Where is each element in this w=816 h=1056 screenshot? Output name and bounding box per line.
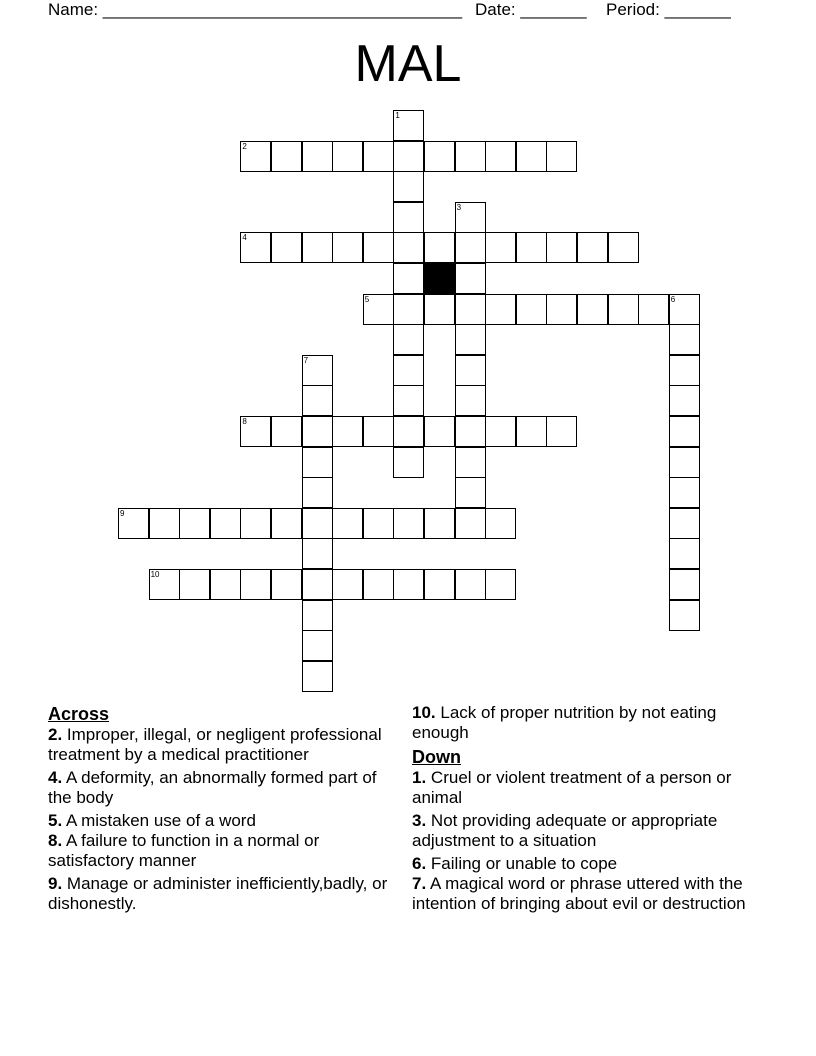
clue-number: 9. xyxy=(48,874,63,893)
crossword-cell[interactable] xyxy=(240,569,271,600)
clue-text: Improper, illegal, or negligent professional treatment by a medical practitioner xyxy=(48,725,382,764)
crossword-cell[interactable] xyxy=(455,355,486,386)
clue-text: Failing or unable to cope xyxy=(430,854,618,873)
clue-number: 10. xyxy=(412,703,436,722)
crossword-cell[interactable] xyxy=(455,416,486,447)
crossword-cell[interactable] xyxy=(485,508,516,539)
crossword-cell[interactable] xyxy=(516,141,547,172)
crossword-cell[interactable] xyxy=(393,508,424,539)
crossword-cell[interactable] xyxy=(485,232,516,263)
crossword-cell[interactable] xyxy=(363,294,394,325)
clue-across xyxy=(48,831,398,871)
puzzle-title: MAL xyxy=(354,35,462,93)
crossword-cell[interactable] xyxy=(455,202,486,233)
crossword-cell[interactable] xyxy=(240,508,271,539)
crossword-cell[interactable] xyxy=(669,569,700,600)
crossword-cell[interactable] xyxy=(363,569,394,600)
clue-across xyxy=(48,725,398,765)
crossword-cell[interactable] xyxy=(302,569,333,600)
crossword-cell[interactable] xyxy=(485,141,516,172)
crossword-cell[interactable] xyxy=(638,294,669,325)
crossword-cell[interactable] xyxy=(608,232,639,263)
crossword-cell[interactable] xyxy=(302,661,333,692)
crossword-cell[interactable] xyxy=(393,569,424,600)
crossword-cell[interactable] xyxy=(455,294,486,325)
crossword-cell[interactable] xyxy=(393,385,424,416)
date-line: Date: _______ xyxy=(475,0,587,19)
crossword-cell[interactable] xyxy=(485,294,516,325)
clue-across xyxy=(48,768,398,808)
crossword-cell[interactable] xyxy=(424,141,455,172)
crossword-cell[interactable] xyxy=(455,569,486,600)
crossword-cell[interactable] xyxy=(302,447,333,478)
cell-number: 2 xyxy=(242,141,247,151)
crossword-cell[interactable] xyxy=(393,263,424,294)
crossword-cell[interactable] xyxy=(516,416,547,447)
crossword-cell[interactable] xyxy=(516,294,547,325)
crossword-cell[interactable] xyxy=(179,508,210,539)
clue-text: Lack of proper nutrition by not eating enough xyxy=(412,703,717,742)
crossword-cell[interactable] xyxy=(669,355,700,386)
crossword-cell[interactable] xyxy=(363,232,394,263)
crossword-cell[interactable] xyxy=(455,447,486,478)
cell-number: 8 xyxy=(242,417,247,426)
crossword-cell[interactable] xyxy=(669,538,700,569)
crossword-cell[interactable] xyxy=(271,569,302,600)
cell-number: 1 xyxy=(395,111,400,120)
clue-text: Cruel or violent treatment of a person or animal xyxy=(412,768,732,807)
crossword-cell[interactable] xyxy=(577,294,608,325)
crossword-cell[interactable] xyxy=(516,232,547,263)
clue-down xyxy=(412,854,762,874)
crossword-cell[interactable] xyxy=(332,569,363,600)
crossword-cell[interactable] xyxy=(332,508,363,539)
clue-down xyxy=(412,874,762,914)
crossword-cell[interactable] xyxy=(424,508,455,539)
crossword-cell[interactable] xyxy=(393,416,424,447)
down-heading: Down xyxy=(412,747,461,767)
clue-text: A failure to function in a normal or satisfactory manner xyxy=(48,831,320,870)
crossword-cell[interactable] xyxy=(577,232,608,263)
crossword-cell[interactable] xyxy=(669,508,700,539)
crossword-cell[interactable] xyxy=(455,508,486,539)
period-line: Period: _______ xyxy=(606,0,731,19)
crossword-cell[interactable] xyxy=(393,232,424,263)
crossword-cell[interactable] xyxy=(240,416,271,447)
clue-number: 5. xyxy=(48,811,63,830)
clue-across xyxy=(48,874,398,914)
clue-number: 8. xyxy=(48,831,63,850)
clue-number: 6. xyxy=(412,854,427,873)
cell-number: 4 xyxy=(242,233,247,243)
crossword-cell[interactable] xyxy=(485,416,516,447)
cell-number: 3 xyxy=(456,202,462,212)
crossword-cell[interactable] xyxy=(149,569,180,600)
cell-number: 10 xyxy=(150,570,160,579)
crossword-cell[interactable] xyxy=(546,294,577,325)
clue-text: Not providing adequate or appropriate adjustment to a situation xyxy=(412,811,718,850)
crossword-cell[interactable] xyxy=(332,416,363,447)
crossword-cell[interactable] xyxy=(546,232,577,263)
crossword-cell[interactable] xyxy=(302,508,333,539)
clue-down xyxy=(412,768,762,808)
cell-number: 7 xyxy=(303,355,309,365)
crossword-cell[interactable] xyxy=(302,232,333,263)
crossword-cell[interactable] xyxy=(363,508,394,539)
crossword-cell[interactable] xyxy=(271,141,302,172)
crossword-cell[interactable] xyxy=(393,110,424,141)
clue-text: A magical word or phrase uttered with the intention of bringing about evil or destruction xyxy=(412,874,746,913)
crossword-cell[interactable] xyxy=(393,355,424,386)
crossword-cell[interactable] xyxy=(332,232,363,263)
crossword-cell[interactable] xyxy=(455,477,486,508)
crossword-cell[interactable] xyxy=(393,447,424,478)
clue-number: 4. xyxy=(48,768,63,787)
clue-text: Manage or administer inefficiently,badly, or dishonestly. xyxy=(48,874,388,913)
clue-number: 1. xyxy=(412,768,427,787)
crossword-cell[interactable] xyxy=(424,569,455,600)
crossword-cell[interactable] xyxy=(393,141,424,172)
name-line: Name: ______________________________________ xyxy=(48,0,463,19)
clue-down xyxy=(412,811,762,851)
crossword-cell[interactable] xyxy=(669,600,700,631)
crossword-cell[interactable] xyxy=(455,324,486,355)
right-clue-column xyxy=(412,703,762,917)
clue-number: 2. xyxy=(48,725,63,744)
crossword-block-cell xyxy=(424,263,455,294)
crossword-cell[interactable] xyxy=(210,508,241,539)
clue-text: A deformity, an abnormally formed part of the body xyxy=(48,768,377,807)
clue-number: 3. xyxy=(412,811,427,830)
crossword-cell[interactable] xyxy=(302,355,333,386)
crossword-cell[interactable] xyxy=(669,416,700,447)
crossword-cell[interactable] xyxy=(302,416,333,447)
crossword-cell[interactable] xyxy=(455,141,486,172)
crossword-cell[interactable] xyxy=(363,416,394,447)
crossword-cell[interactable] xyxy=(669,447,700,478)
cell-number: 9 xyxy=(120,508,125,518)
crossword-cell[interactable] xyxy=(546,141,577,172)
crossword-cell[interactable] xyxy=(240,232,271,263)
crossword-cell[interactable] xyxy=(302,385,333,416)
crossword-cell[interactable] xyxy=(240,141,271,172)
crossword-cell[interactable] xyxy=(302,141,333,172)
crossword-cell[interactable] xyxy=(332,141,363,172)
crossword-cell[interactable] xyxy=(669,324,700,355)
crossword-cell[interactable] xyxy=(179,569,210,600)
crossword-cell[interactable] xyxy=(302,600,333,631)
crossword-cell[interactable] xyxy=(669,477,700,508)
across-heading: Across xyxy=(48,704,110,724)
crossword-cell[interactable] xyxy=(302,630,333,661)
crossword-cell[interactable] xyxy=(546,416,577,447)
crossword-cell[interactable] xyxy=(271,232,302,263)
crossword-cell[interactable] xyxy=(455,385,486,416)
crossword-cell[interactable] xyxy=(271,416,302,447)
crossword-cell[interactable] xyxy=(424,232,455,263)
crossword-cell[interactable] xyxy=(393,171,424,202)
crossword-cell[interactable] xyxy=(118,508,149,539)
crossword-cell[interactable] xyxy=(271,508,302,539)
crossword-cell[interactable] xyxy=(393,294,424,325)
clue-text: A mistaken use of a word xyxy=(65,811,256,830)
cell-number: 5 xyxy=(364,294,370,304)
crossword-cell[interactable] xyxy=(363,141,394,172)
crossword-cell[interactable] xyxy=(424,416,455,447)
across-clues xyxy=(48,703,398,917)
crossword-cell[interactable] xyxy=(608,294,639,325)
crossword-cell[interactable] xyxy=(424,294,455,325)
crossword-cell[interactable] xyxy=(302,477,333,508)
crossword-cell[interactable] xyxy=(302,538,333,569)
crossword-cell[interactable] xyxy=(455,263,486,294)
clue-across xyxy=(412,703,762,743)
crossword-cell[interactable] xyxy=(669,385,700,416)
clue-number: 7. xyxy=(412,874,427,893)
clue-across xyxy=(48,811,398,831)
cell-number: 6 xyxy=(670,294,676,304)
crossword-cell[interactable] xyxy=(669,294,700,325)
crossword-cell[interactable] xyxy=(210,569,241,600)
crossword-cell[interactable] xyxy=(455,232,486,263)
crossword-cell[interactable] xyxy=(149,508,180,539)
crossword-cell[interactable] xyxy=(485,569,516,600)
crossword-cell[interactable] xyxy=(393,202,424,233)
crossword-cell[interactable] xyxy=(393,324,424,355)
